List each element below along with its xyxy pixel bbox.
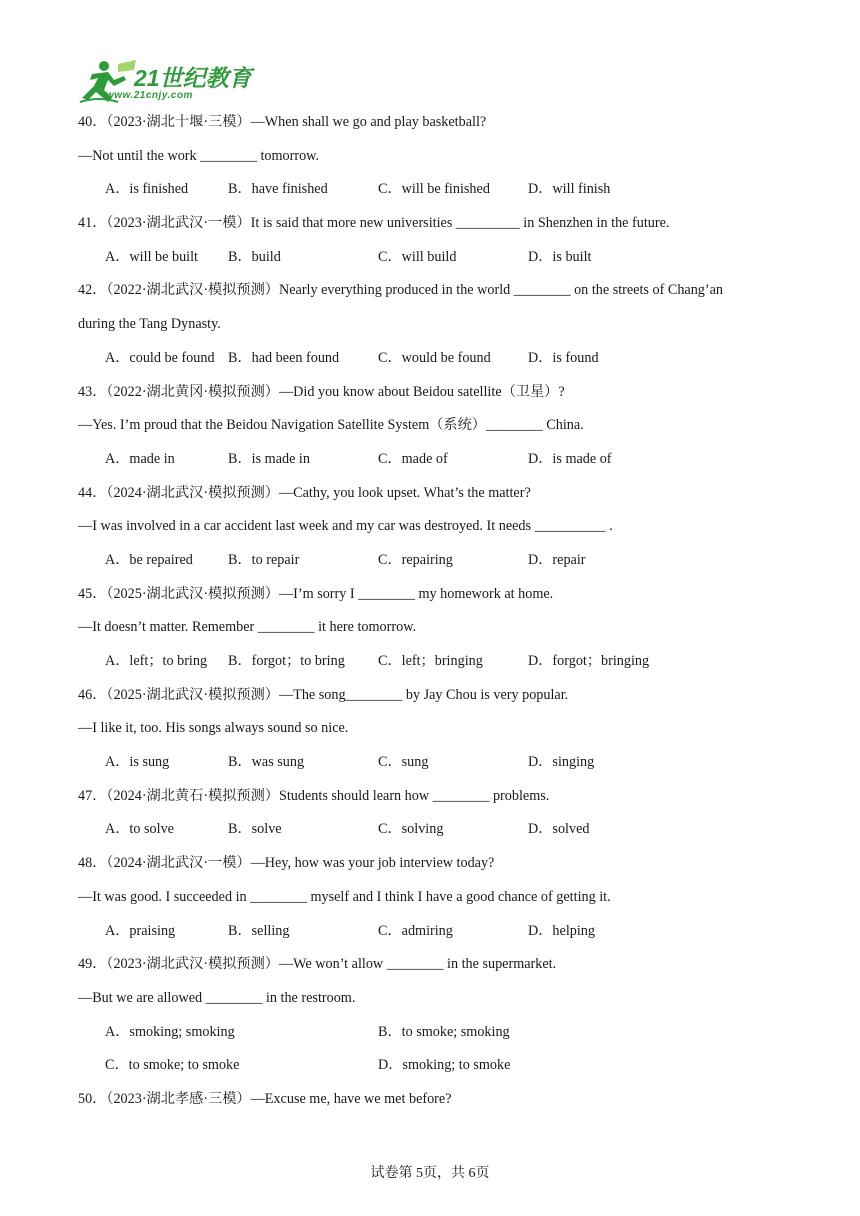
question-stem: 47．（2024·湖北黄石·模拟预测）Students should learn how ________ problems. [78,787,550,804]
option-a[interactable]: A．smoking; smoking [105,1023,235,1040]
logo [78,58,252,106]
question-line: —It was good. I succeeded in ________ myself and I think I have a good chance of getting it. [78,888,611,905]
option-d[interactable]: D．is found [528,349,599,366]
logo-url: www.21cnjy.com [106,90,193,101]
question-stem: 40．（2023·湖北十堰·三模）—When shall we go and play basketball? [78,114,487,130]
options-row [78,813,778,847]
option-d[interactable]: D．is built [528,248,592,265]
question-40 [78,106,778,207]
options-row [78,915,778,949]
logo-text: 21世纪教育 [134,65,252,91]
option-d[interactable]: D．solved [528,821,590,838]
option-b[interactable]: B．solve [228,821,282,838]
option-c[interactable]: C．made of [378,450,448,467]
question-47 [78,780,778,847]
option-b[interactable]: B．was sung [228,754,305,771]
option-b[interactable]: B．to smoke; smoking [378,1023,510,1040]
option-b[interactable]: B．to repair [228,551,300,568]
option-c[interactable]: C．left；bringing [378,653,483,669]
option-d[interactable]: D．helping [528,922,595,939]
question-stem: 43．（2022·湖北黄冈·模拟预测）—Did you know about Beidou satellite（卫星）? [78,383,565,400]
question-line: during the Tang Dynasty. [78,316,221,333]
question-stem: 45．（2025·湖北武汉·模拟预测）—I’m sorry I ________ my homework at home. [78,585,554,602]
option-c[interactable]: C．will build [378,248,457,265]
question-line: —But we are allowed ________ in the restroom. [78,989,356,1006]
question-49 [78,948,778,1083]
option-c[interactable]: C．to smoke; to smoke [105,1057,240,1074]
option-a[interactable]: A．is finished [105,181,189,198]
option-a[interactable]: A．be repaired [105,551,193,568]
options-row [78,241,778,275]
question-45 [78,578,778,679]
option-b[interactable]: B．had been found [228,349,340,366]
option-d[interactable]: D．will finish [528,181,611,198]
question-line: —It doesn’t matter. Remember ________ it here tomorrow. [78,619,417,636]
options-row [78,342,778,376]
question-list [78,106,778,1117]
question-43 [78,376,778,477]
option-c[interactable]: C．would be found [378,349,491,366]
question-41 [78,207,778,274]
page-footer: 试卷第 5页，共 6页 [370,1166,490,1181]
option-a[interactable]: A．will be built [105,248,199,265]
options-row [78,173,778,207]
options-row [78,1016,778,1050]
option-b[interactable]: B．is made in [228,450,310,467]
question-stem: 46．（2025·湖北武汉·模拟预测）—The song________ by Jay Chou is very popular. [78,686,569,703]
options-row [78,544,778,578]
option-a[interactable]: A．is sung [105,754,170,771]
option-d[interactable]: D．repair [528,551,586,568]
question-stem: 48．（2024·湖北武汉·一模）—Hey, how was your job interview today? [78,855,495,872]
option-c[interactable]: C．solving [378,821,444,838]
option-a[interactable]: A．praising [105,922,176,939]
option-c[interactable]: C．repairing [378,551,453,568]
option-a[interactable]: A．made in [105,450,175,467]
question-line: —I was involved in a car accident last week and my car was destroyed. It needs __________ . [78,518,613,535]
question-stem: 44．（2024·湖北武汉·模拟预测）—Cathy, you look upset. What’s the matter? [78,484,531,501]
options-row [78,1049,778,1083]
option-a[interactable]: A．left；to bring [105,653,208,669]
option-c[interactable]: C．admiring [378,922,453,939]
option-b[interactable]: B．forgot；to bring [228,653,345,669]
question-line: —Yes. I’m proud that the Beidou Navigation Satellite System（系统）________ China. [78,417,584,434]
question-stem: 41．（2023·湖北武汉·一模）It is said that more new universities _________ in Shenzhen in the future. [78,215,670,232]
options-row [78,443,778,477]
option-d[interactable]: D．forgot；bringing [528,653,650,669]
option-b[interactable]: B．build [228,248,281,265]
option-c[interactable]: C．will be finished [378,181,490,198]
question-46 [78,679,778,780]
option-d[interactable]: D．smoking; to smoke [378,1057,511,1074]
option-b[interactable]: B．have finished [228,181,328,198]
options-row [78,645,778,679]
question-50 [78,1083,778,1117]
option-d[interactable]: D．is made of [528,450,612,467]
question-42 [78,274,778,375]
option-c[interactable]: C．sung [378,754,429,771]
question-line: —I like it, too. His songs always sound so nice. [78,720,349,737]
option-a[interactable]: A．to solve [105,821,174,838]
option-b[interactable]: B．selling [228,922,290,939]
option-d[interactable]: D．singing [528,754,595,771]
question-44 [78,477,778,578]
question-48 [78,847,778,948]
question-stem: 42．（2022·湖北武汉·模拟预测）Nearly everything produced in the world ________ on the streets of Chang’an [78,282,724,299]
option-a[interactable]: A．could be found [105,349,215,366]
options-row [78,746,778,780]
question-stem: 50．（2023·湖北孝感·三模）—Excuse me, have we met before? [78,1090,452,1107]
question-stem: 49．（2023·湖北武汉·模拟预测）—We won’t allow ________ in the supermarket. [78,956,557,973]
question-line: —Not until the work ________ tomorrow. [78,147,320,164]
